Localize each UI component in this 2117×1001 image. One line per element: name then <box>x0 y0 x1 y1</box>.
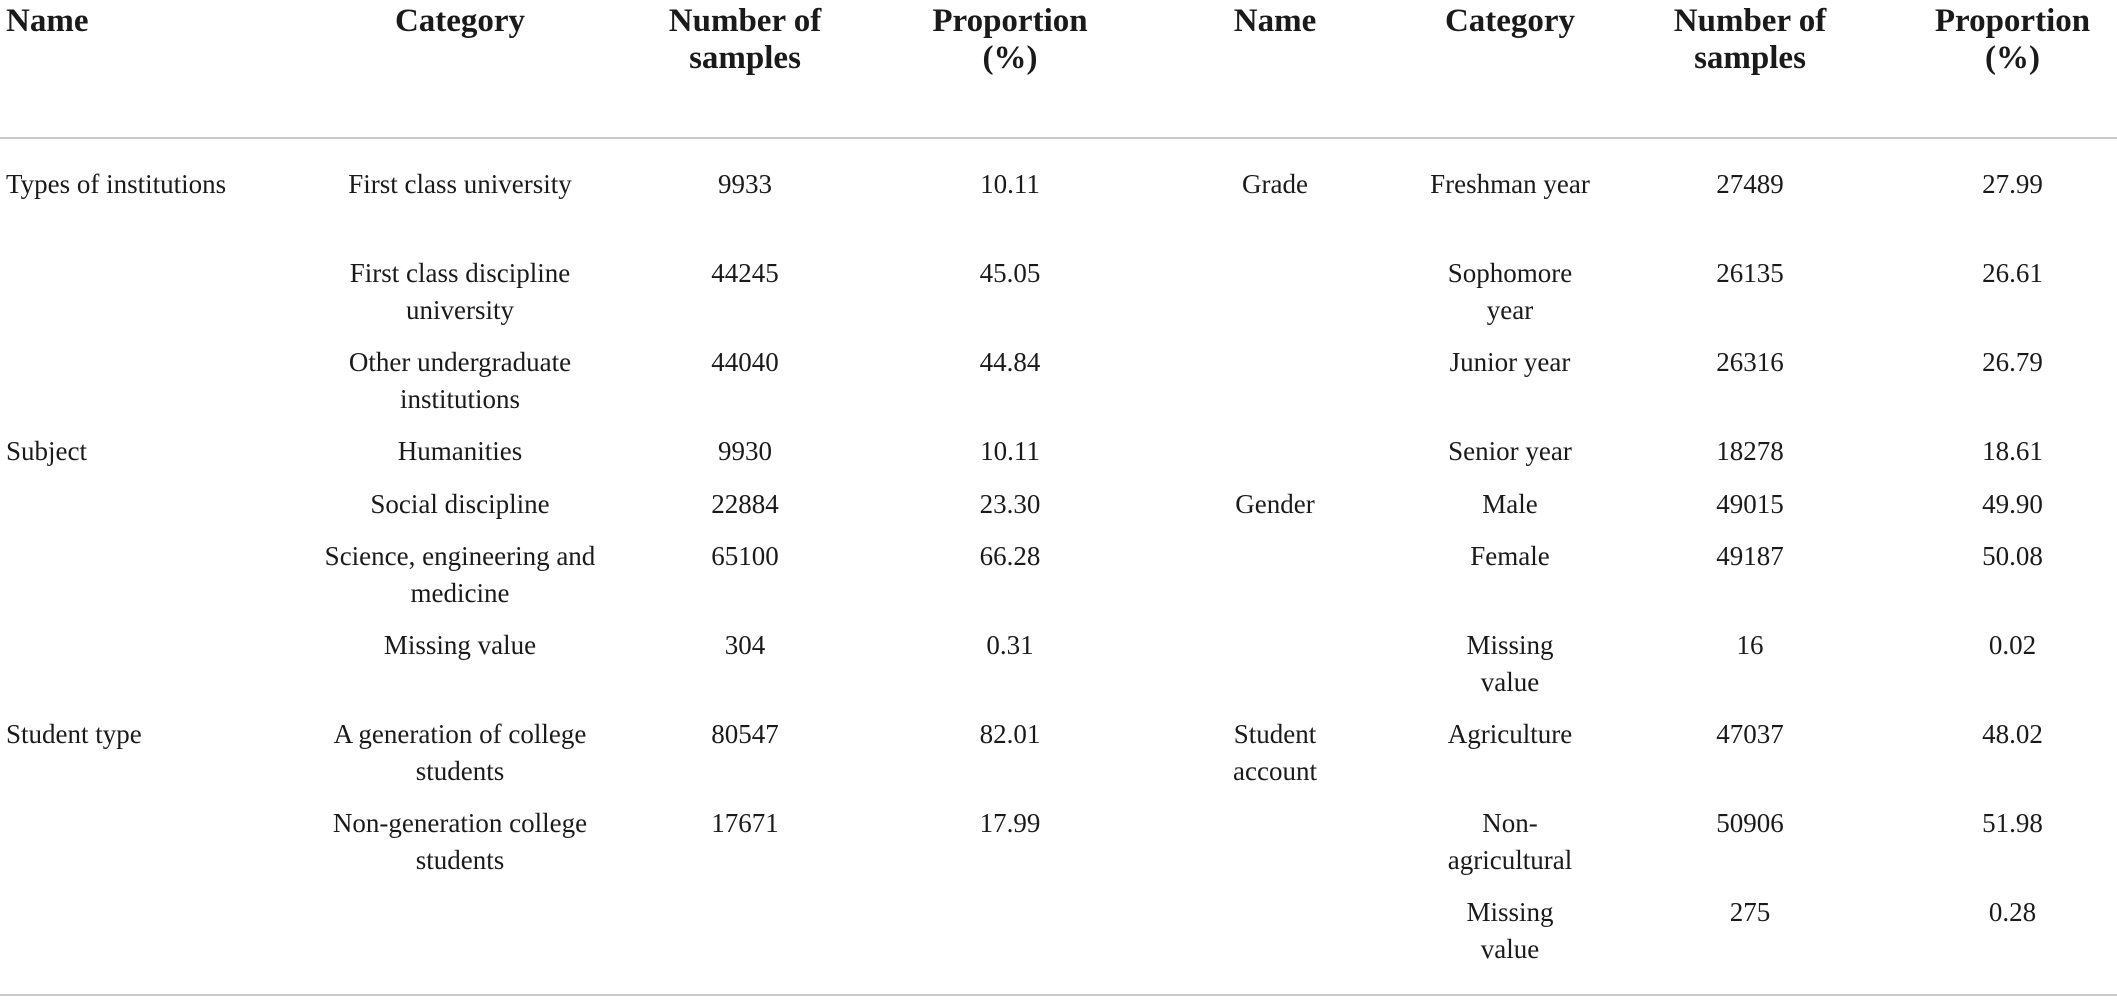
table-cell-left-proportion: 45.05 <box>979 258 1041 288</box>
table-cell-right-proportion: 48.02 <box>1982 719 2043 749</box>
table-cell-right-number: 26316 <box>1716 347 1784 377</box>
bottom-rule <box>0 994 2117 996</box>
table-cell-left-number: 80547 <box>711 719 779 749</box>
table-cell-right-number: 275 <box>1729 897 1771 927</box>
table-cell-right-number: 27489 <box>1716 169 1784 199</box>
table-cell-left-number: 304 <box>724 630 766 660</box>
table-cell-left-number: 65100 <box>711 541 779 571</box>
table-cell-right-number: 26135 <box>1716 258 1784 288</box>
table-cell-left-category: Missing value <box>383 630 537 660</box>
table-cell-right-number: 49015 <box>1716 489 1784 519</box>
table-cell-left-number: 44040 <box>711 347 779 377</box>
table-cell-left-category: First class discipline university <box>349 258 571 325</box>
table-cell-left-proportion: 17.99 <box>979 808 1041 838</box>
table-cell-left-name: Student type <box>6 719 142 749</box>
table-cell-right-name: Student account <box>1233 719 1317 786</box>
table-cell-right-proportion: 51.98 <box>1982 808 2043 838</box>
table-cell-right-name: Gender <box>1235 489 1315 519</box>
table-cell-right-proportion: 49.90 <box>1982 489 2043 519</box>
header-name-left: Name <box>6 3 89 39</box>
table-cell-right-proportion: 26.79 <box>1982 347 2043 377</box>
table-cell-left-category: Other undergraduate institutions <box>348 347 572 414</box>
table-cell-left-proportion: 10.11 <box>980 169 1040 199</box>
header-proportion-left: Proportion (%) <box>932 3 1088 76</box>
table-cell-right-category: Non-agricultural <box>1447 808 1573 875</box>
header-category-right: Category <box>1444 3 1576 39</box>
table-cell-left-number: 9930 <box>718 436 772 466</box>
table-cell-right-category: Missing value <box>1466 630 1554 697</box>
table-cell-left-proportion: 0.31 <box>986 630 1034 660</box>
table-cell-right-proportion: 0.28 <box>1988 897 2037 927</box>
table-cell-right-category: Agriculture <box>1447 719 1573 749</box>
table-cell-right-number: 49187 <box>1716 541 1784 571</box>
table-cell-right-proportion: 18.61 <box>1982 436 2043 466</box>
table-cell-left-category: First class university <box>348 169 572 199</box>
table-cell-right-proportion: 26.61 <box>1982 258 2043 288</box>
table-cell-right-category: Junior year <box>1449 347 1571 377</box>
table-cell-left-number: 9933 <box>718 169 772 199</box>
table-cell-left-proportion: 66.28 <box>979 541 1041 571</box>
table-cell-right-category: Female <box>1470 541 1550 571</box>
header-name-right: Name <box>1233 3 1317 39</box>
table-cell-right-number: 50906 <box>1716 808 1784 838</box>
table-cell-left-proportion: 23.30 <box>979 489 1041 519</box>
header-rule <box>0 137 2117 139</box>
table-cell-right-category: Male <box>1482 489 1538 519</box>
table-cell-right-number: 47037 <box>1716 719 1784 749</box>
table-cell-left-category: Non-generation college students <box>332 808 588 875</box>
header-number-left: Number of samples <box>668 3 822 76</box>
table-cell-right-category: Senior year <box>1448 436 1572 466</box>
table-cell-left-proportion: 82.01 <box>979 719 1041 749</box>
table-cell-left-number: 17671 <box>711 808 779 838</box>
table-cell-left-name: Subject <box>6 436 87 466</box>
table-cell-left-category: Social discipline <box>370 489 550 519</box>
table-cell-left-category: A generation of college students <box>333 719 587 786</box>
table-cell-left-proportion: 10.11 <box>980 436 1040 466</box>
table-cell-right-category: Missing value <box>1466 897 1554 964</box>
table-cell-left-name: Types of institutions <box>6 169 227 199</box>
table-cell-right-number: 16 <box>1736 630 1764 660</box>
header-number-right: Number of samples <box>1673 3 1827 76</box>
table-cell-right-proportion: 50.08 <box>1982 541 2043 571</box>
table-cell-right-proportion: 0.02 <box>1988 630 2037 660</box>
header-proportion-right: Proportion (%) <box>1934 3 2091 76</box>
table-cell-left-category: Humanities <box>397 436 523 466</box>
table-cell-right-category: Freshman year <box>1430 169 1590 199</box>
table-cell-left-number: 44245 <box>711 258 779 288</box>
table-cell-left-number: 22884 <box>711 489 779 519</box>
table-cell-right-proportion: 27.99 <box>1982 169 2043 199</box>
table-cell-right-number: 18278 <box>1716 436 1784 466</box>
table-cell-left-proportion: 44.84 <box>979 347 1041 377</box>
header-category-left: Category <box>394 3 526 39</box>
table-cell-right-name: Grade <box>1242 169 1308 199</box>
table-cell-left-category: Science, engineering and medicine <box>324 541 596 608</box>
table-cell-right-category: Sophomore year <box>1447 258 1573 325</box>
